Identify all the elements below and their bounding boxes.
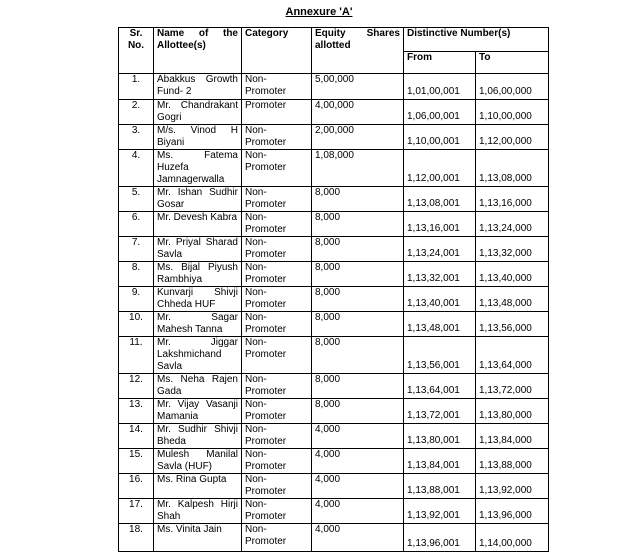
table-row	[119, 237, 549, 262]
allottee-name-cell: Ms. Rina Gupta	[154, 474, 242, 499]
distinctive-from-cell: 1,13,16,001	[404, 212, 476, 237]
equity-shares-cell: 4,000	[312, 524, 404, 552]
category-cell: Non- Promoter	[242, 125, 312, 150]
allotment-table	[118, 27, 549, 552]
table-row	[119, 287, 549, 312]
distinctive-from-cell: 1,12,00,001	[404, 150, 476, 187]
sr-no-cell: 16.	[119, 474, 154, 499]
table-row	[119, 212, 549, 237]
sr-no-cell: 14.	[119, 424, 154, 449]
distinctive-from-cell: 1,10,00,001	[404, 125, 476, 150]
equity-shares-cell: 2,00,000	[312, 125, 404, 150]
distinctive-from-cell: 1,13,72,001	[404, 399, 476, 424]
header-allottee-name: Name of the Allottee(s)	[154, 28, 242, 74]
equity-shares-cell: 8,000	[312, 312, 404, 337]
header-distinctive-numbers: Distinctive Number(s)	[404, 28, 549, 52]
distinctive-to-cell: 1,13,40,000	[476, 262, 549, 287]
table-row	[119, 262, 549, 287]
table-row	[119, 524, 549, 552]
table-row	[119, 100, 549, 125]
allottee-name-cell: Mr. Jiggar Lakshmichand Savla	[154, 337, 242, 374]
allottee-name-cell: Mr. Sagar Mahesh Tanna	[154, 312, 242, 337]
table-header-row	[119, 28, 549, 52]
allottee-name-cell: Kunvarji Shivji Chheda HUF	[154, 287, 242, 312]
sr-no-cell: 5.	[119, 187, 154, 212]
table-row	[119, 125, 549, 150]
distinctive-from-cell: 1,13,48,001	[404, 312, 476, 337]
equity-shares-cell: 1,08,000	[312, 150, 404, 187]
sr-no-cell: 3.	[119, 125, 154, 150]
distinctive-from-cell: 1,13,64,001	[404, 374, 476, 399]
category-cell: Promoter	[242, 100, 312, 125]
sr-no-cell: 11.	[119, 337, 154, 374]
table-row	[119, 312, 549, 337]
distinctive-to-cell: 1,13,32,000	[476, 237, 549, 262]
category-cell: Non- Promoter	[242, 374, 312, 399]
header-equity-shares: Equity Shares allotted	[312, 28, 404, 74]
distinctive-to-cell: 1,13,64,000	[476, 337, 549, 374]
sr-no-cell: 13.	[119, 399, 154, 424]
distinctive-to-cell: 1,13,08,000	[476, 150, 549, 187]
distinctive-to-cell: 1,06,00,000	[476, 74, 549, 100]
equity-shares-cell: 4,000	[312, 474, 404, 499]
distinctive-from-cell: 1,13,40,001	[404, 287, 476, 312]
equity-shares-cell: 4,000	[312, 424, 404, 449]
category-cell: Non- Promoter	[242, 74, 312, 100]
equity-shares-cell: 8,000	[312, 287, 404, 312]
sr-no-cell: 8.	[119, 262, 154, 287]
distinctive-from-cell: 1,13,84,001	[404, 449, 476, 474]
equity-shares-cell: 4,00,000	[312, 100, 404, 125]
category-cell: Non- Promoter	[242, 287, 312, 312]
category-cell: Non- Promoter	[242, 262, 312, 287]
table-row	[119, 74, 549, 100]
distinctive-to-cell: 1,13,72,000	[476, 374, 549, 399]
category-cell: Non- Promoter	[242, 399, 312, 424]
allottee-name-cell: Mulesh Manilal Savla (HUF)	[154, 449, 242, 474]
annexure-heading-text: Annexure 'A'	[285, 6, 353, 18]
table-row	[119, 399, 549, 424]
sr-no-cell: 4.	[119, 150, 154, 187]
allottee-name-cell: Ms. Vinita Jain	[154, 524, 242, 552]
header-category: Category	[242, 28, 312, 74]
table-row	[119, 337, 549, 374]
equity-shares-cell: 4,000	[312, 499, 404, 524]
allottee-name-cell: Ms. Bijal Piyush Rambhiya	[154, 262, 242, 287]
allottee-name-cell: M/s. Vinod H Biyani	[154, 125, 242, 150]
allottee-name-cell: Mr. Ishan Sudhir Gosar	[154, 187, 242, 212]
category-cell: Non- Promoter	[242, 337, 312, 374]
category-cell: Non- Promoter	[242, 524, 312, 552]
category-cell: Non- Promoter	[242, 424, 312, 449]
equity-shares-cell: 4,000	[312, 449, 404, 474]
distinctive-to-cell: 1,13,92,000	[476, 474, 549, 499]
distinctive-to-cell: 1,13,16,000	[476, 187, 549, 212]
allottee-name-cell: Ms. Neha Rajen Gada	[154, 374, 242, 399]
sr-no-cell: 2.	[119, 100, 154, 125]
category-cell: Non- Promoter	[242, 312, 312, 337]
category-cell: Non- Promoter	[242, 474, 312, 499]
sr-no-cell: 17.	[119, 499, 154, 524]
sr-no-cell: 12.	[119, 374, 154, 399]
equity-shares-cell: 8,000	[312, 262, 404, 287]
header-sr-no: Sr. No.	[119, 28, 154, 74]
allottee-name-cell: Ms. Fatema Huzefa Jamnagerwalla	[154, 150, 242, 187]
table-row	[119, 474, 549, 499]
category-cell: Non- Promoter	[242, 212, 312, 237]
distinctive-from-cell: 1,13,92,001	[404, 499, 476, 524]
distinctive-from-cell: 1,13,32,001	[404, 262, 476, 287]
equity-shares-cell: 8,000	[312, 337, 404, 374]
sr-no-cell: 1.	[119, 74, 154, 100]
table-row	[119, 499, 549, 524]
category-cell: Non- Promoter	[242, 499, 312, 524]
equity-shares-cell: 5,00,000	[312, 74, 404, 100]
distinctive-to-cell: 1,12,00,000	[476, 125, 549, 150]
equity-shares-cell: 8,000	[312, 399, 404, 424]
table-row	[119, 187, 549, 212]
distinctive-to-cell: 1,13,80,000	[476, 399, 549, 424]
distinctive-to-cell: 1,13,24,000	[476, 212, 549, 237]
sr-no-cell: 10.	[119, 312, 154, 337]
category-cell: Non- Promoter	[242, 187, 312, 212]
allottee-name-cell: Mr. Vijay Vasanji Mamania	[154, 399, 242, 424]
allottee-name-cell: Mr. Chandrakant Gogri	[154, 100, 242, 125]
annexure-heading	[0, 6, 638, 18]
allottee-name-cell: Mr. Kalpesh Hirji Shah	[154, 499, 242, 524]
sr-no-cell: 7.	[119, 237, 154, 262]
distinctive-from-cell: 1,13,08,001	[404, 187, 476, 212]
allottee-name-cell: Mr. Priyal Sharad Savla	[154, 237, 242, 262]
allottee-name-cell: Mr. Devesh Kabra	[154, 212, 242, 237]
distinctive-from-cell: 1,06,00,001	[404, 100, 476, 125]
distinctive-from-cell: 1,13,88,001	[404, 474, 476, 499]
header-to: To	[476, 52, 549, 74]
allottee-name-cell: Abakkus Growth Fund- 2	[154, 74, 242, 100]
category-cell: Non- Promoter	[242, 237, 312, 262]
sr-no-cell: 6.	[119, 212, 154, 237]
distinctive-to-cell: 1,13,84,000	[476, 424, 549, 449]
equity-shares-cell: 8,000	[312, 237, 404, 262]
distinctive-to-cell: 1,13,56,000	[476, 312, 549, 337]
distinctive-to-cell: 1,13,96,000	[476, 499, 549, 524]
distinctive-from-cell: 1,13,80,001	[404, 424, 476, 449]
sr-no-cell: 15.	[119, 449, 154, 474]
sr-no-cell: 9.	[119, 287, 154, 312]
table-row	[119, 449, 549, 474]
distinctive-to-cell: 1,10,00,000	[476, 100, 549, 125]
distinctive-from-cell: 1,13,96,001	[404, 524, 476, 552]
distinctive-from-cell: 1,13,24,001	[404, 237, 476, 262]
category-cell: Non- Promoter	[242, 150, 312, 187]
distinctive-from-cell: 1,13,56,001	[404, 337, 476, 374]
distinctive-to-cell: 1,13,48,000	[476, 287, 549, 312]
distinctive-from-cell: 1,01,00,001	[404, 74, 476, 100]
sr-no-cell: 18.	[119, 524, 154, 552]
table-row	[119, 424, 549, 449]
equity-shares-cell: 8,000	[312, 187, 404, 212]
table-row	[119, 374, 549, 399]
header-from: From	[404, 52, 476, 74]
equity-shares-cell: 8,000	[312, 212, 404, 237]
distinctive-to-cell: 1,14,00,000	[476, 524, 549, 552]
category-cell: Non- Promoter	[242, 449, 312, 474]
table-row	[119, 150, 549, 187]
distinctive-to-cell: 1,13,88,000	[476, 449, 549, 474]
allottee-name-cell: Mr. Sudhir Shivji Bheda	[154, 424, 242, 449]
equity-shares-cell: 8,000	[312, 374, 404, 399]
